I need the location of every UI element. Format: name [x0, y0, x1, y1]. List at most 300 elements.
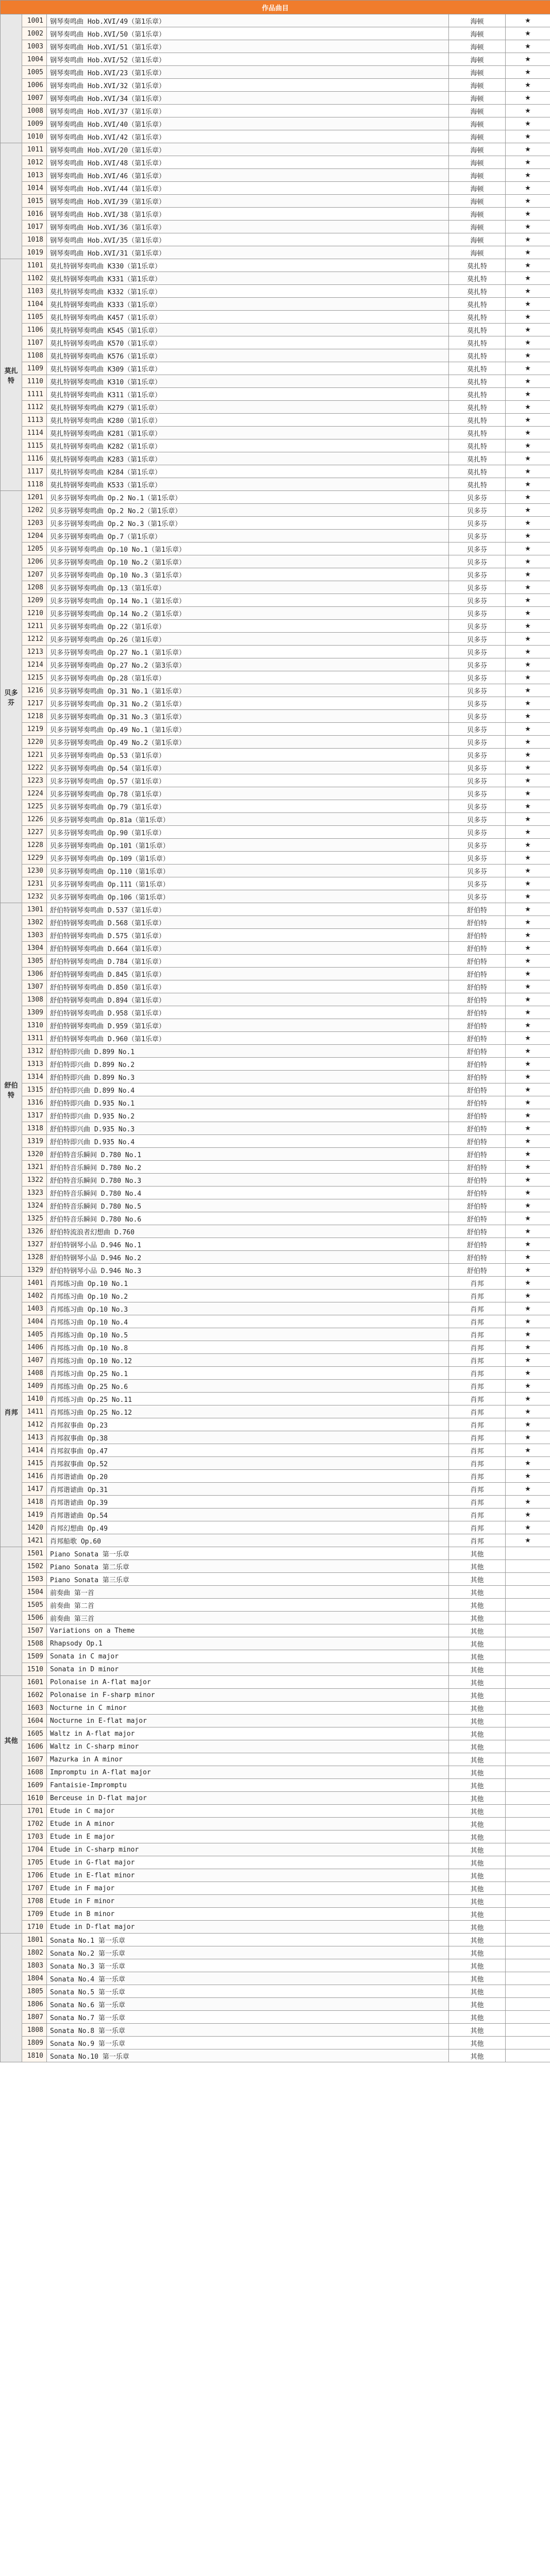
row-star: ★ — [506, 530, 550, 543]
row-composer: 舒伯特 — [449, 1032, 506, 1045]
row-star — [506, 1972, 550, 1985]
row-composer: 贝多芬 — [449, 491, 506, 504]
row-code: 1420 — [22, 1521, 47, 1534]
row-star: ★ — [506, 156, 550, 169]
row-title: 舒伯特流浪者幻想曲 D.760 — [47, 1225, 449, 1238]
table-row — [1, 1444, 550, 1457]
row-code: 1018 — [22, 233, 47, 246]
row-title: 肖邦叙事曲 Op.23 — [47, 1418, 449, 1431]
row-code: 1113 — [22, 414, 47, 427]
row-title: 莫扎特钢琴奏鸣曲 K331（第1乐章） — [47, 272, 449, 285]
row-title: Sonata No.8 第一乐章 — [47, 2024, 449, 2037]
row-title: 舒伯特钢琴奏鸣曲 D.958（第1乐章） — [47, 1006, 449, 1019]
row-title: 钢琴奏鸣曲 Hob.XVI/31（第1乐章） — [47, 246, 449, 259]
row-title: 前奏曲 第二首 — [47, 1599, 449, 1612]
row-code: 1232 — [22, 890, 47, 903]
table-row — [1, 1676, 550, 1689]
row-composer: 肖邦 — [449, 1302, 506, 1315]
table-row — [1, 955, 550, 968]
row-code: 1202 — [22, 504, 47, 517]
row-code: 1004 — [22, 53, 47, 66]
row-composer: 肖邦 — [449, 1444, 506, 1457]
table-body — [1, 1, 550, 2062]
row-code: 1607 — [22, 1753, 47, 1766]
table-row — [1, 452, 550, 465]
table-row — [1, 1843, 550, 1856]
row-code: 1320 — [22, 1148, 47, 1161]
row-title: 钢琴奏鸣曲 Hob.XVI/48（第1乐章） — [47, 156, 449, 169]
row-title: 肖邦叙事曲 Op.52 — [47, 1457, 449, 1470]
row-title: Waltz in A-flat major — [47, 1727, 449, 1740]
row-composer: 其他 — [449, 1676, 506, 1689]
table-row — [1, 1869, 550, 1882]
row-code: 1308 — [22, 993, 47, 1006]
row-title: 舒伯特音乐瞬间 D.780 No.6 — [47, 1212, 449, 1225]
row-title: 贝多芬钢琴奏鸣曲 Op.22（第1乐章） — [47, 620, 449, 633]
row-composer: 其他 — [449, 1740, 506, 1753]
row-code: 1709 — [22, 1908, 47, 1921]
row-title: 钢琴奏鸣曲 Hob.XVI/40（第1乐章） — [47, 117, 449, 130]
row-star: ★ — [506, 877, 550, 890]
table-row — [1, 362, 550, 375]
header-cell: 作品曲目 — [1, 1, 550, 14]
row-composer: 其他 — [449, 1715, 506, 1727]
table-row — [1, 143, 550, 156]
row-composer: 肖邦 — [449, 1277, 506, 1290]
table-row — [1, 1367, 550, 1380]
row-composer: 海顿 — [449, 246, 506, 259]
table-row — [1, 1521, 550, 1534]
row-code: 1316 — [22, 1096, 47, 1109]
row-code: 1318 — [22, 1122, 47, 1135]
row-code: 1601 — [22, 1676, 47, 1689]
table-row — [1, 1199, 550, 1212]
row-code: 1005 — [22, 66, 47, 79]
row-title: 钢琴奏鸣曲 Hob.XVI/42（第1乐章） — [47, 130, 449, 143]
row-composer: 舒伯特 — [449, 993, 506, 1006]
table-row — [1, 980, 550, 993]
row-title: Piano Sonata 第二乐章 — [47, 1560, 449, 1573]
row-title: 肖邦叙事曲 Op.47 — [47, 1444, 449, 1457]
row-composer: 肖邦 — [449, 1521, 506, 1534]
row-composer: 肖邦 — [449, 1496, 506, 1509]
row-composer: 舒伯特 — [449, 980, 506, 993]
row-code: 1603 — [22, 1702, 47, 1715]
row-title: 舒伯特即兴曲 D.899 No.3 — [47, 1071, 449, 1083]
row-title: 钢琴奏鸣曲 Hob.XVI/23（第1乐章） — [47, 66, 449, 79]
row-composer: 贝多芬 — [449, 800, 506, 813]
row-code: 1503 — [22, 1573, 47, 1586]
row-star: ★ — [506, 697, 550, 710]
table-row — [1, 1122, 550, 1135]
row-star: ★ — [506, 955, 550, 968]
table-row — [1, 414, 550, 427]
table-row — [1, 272, 550, 285]
group-label: 莫扎特 — [1, 259, 22, 491]
row-code: 1009 — [22, 117, 47, 130]
row-composer: 莫扎特 — [449, 465, 506, 478]
row-code: 1201 — [22, 491, 47, 504]
row-composer: 贝多芬 — [449, 620, 506, 633]
row-star: ★ — [506, 285, 550, 298]
row-composer: 肖邦 — [449, 1431, 506, 1444]
table-row — [1, 1341, 550, 1354]
row-star: ★ — [506, 1470, 550, 1483]
table-row — [1, 1019, 550, 1032]
row-star: ★ — [506, 1290, 550, 1302]
row-code: 1003 — [22, 40, 47, 53]
table-row — [1, 1457, 550, 1470]
row-title: 莫扎特钢琴奏鸣曲 K280（第1乐章） — [47, 414, 449, 427]
row-star: ★ — [506, 1483, 550, 1496]
row-composer: 贝多芬 — [449, 658, 506, 671]
row-code: 1106 — [22, 324, 47, 336]
row-title: 贝多芬钢琴奏鸣曲 Op.54（第1乐章） — [47, 761, 449, 774]
row-title: Etude in C-sharp minor — [47, 1843, 449, 1856]
row-star: ★ — [506, 66, 550, 79]
row-star: ★ — [506, 1109, 550, 1122]
row-title: 贝多芬钢琴奏鸣曲 Op.109（第1乐章） — [47, 852, 449, 865]
row-composer: 莫扎特 — [449, 324, 506, 336]
row-title: 贝多芬钢琴奏鸣曲 Op.110（第1乐章） — [47, 865, 449, 877]
table-row — [1, 1921, 550, 1934]
row-code: 1703 — [22, 1831, 47, 1843]
row-composer: 舒伯特 — [449, 916, 506, 929]
row-star: ★ — [506, 324, 550, 336]
row-title: 贝多芬钢琴奏鸣曲 Op.79（第1乐章） — [47, 800, 449, 813]
row-star: ★ — [506, 787, 550, 800]
row-code: 1311 — [22, 1032, 47, 1045]
table-row — [1, 1032, 550, 1045]
group-label: 贝多芬 — [1, 491, 22, 903]
table-row — [1, 2024, 550, 2037]
row-title: 贝多芬钢琴奏鸣曲 Op.78（第1乐章） — [47, 787, 449, 800]
row-composer: 贝多芬 — [449, 555, 506, 568]
row-title: Etude in C major — [47, 1805, 449, 1818]
row-code: 1101 — [22, 259, 47, 272]
group-label: 肖邦 — [1, 1277, 22, 1547]
row-star — [506, 1779, 550, 1792]
row-star: ★ — [506, 401, 550, 414]
row-composer: 海顿 — [449, 182, 506, 195]
table-row — [1, 968, 550, 980]
table-row — [1, 401, 550, 414]
row-title: 肖邦练习曲 Op.10 No.2 — [47, 1290, 449, 1302]
table-row — [1, 1212, 550, 1225]
row-star: ★ — [506, 1071, 550, 1083]
table-row — [1, 1779, 550, 1792]
row-star — [506, 1856, 550, 1869]
row-star — [506, 2024, 550, 2037]
row-code: 1011 — [22, 143, 47, 156]
row-title: 莫扎特钢琴奏鸣曲 K576（第1乐章） — [47, 349, 449, 362]
row-composer: 其他 — [449, 1663, 506, 1676]
row-code: 1314 — [22, 1071, 47, 1083]
row-star — [506, 1573, 550, 1586]
row-star: ★ — [506, 92, 550, 105]
row-title: Etude in A minor — [47, 1818, 449, 1831]
table-row — [1, 2037, 550, 2049]
table-row — [1, 1586, 550, 1599]
row-title: 舒伯特钢琴奏鸣曲 D.845（第1乐章） — [47, 968, 449, 980]
row-title: 舒伯特钢琴奏鸣曲 D.568（第1乐章） — [47, 916, 449, 929]
row-composer: 其他 — [449, 1934, 506, 1946]
row-star — [506, 1908, 550, 1921]
row-star — [506, 1740, 550, 1753]
row-code: 1328 — [22, 1251, 47, 1264]
row-title: 贝多芬钢琴奏鸣曲 Op.49 No.2（第1乐章） — [47, 736, 449, 749]
row-star: ★ — [506, 259, 550, 272]
row-composer: 舒伯特 — [449, 1238, 506, 1251]
row-composer: 肖邦 — [449, 1367, 506, 1380]
row-code: 1229 — [22, 852, 47, 865]
row-composer: 其他 — [449, 1972, 506, 1985]
row-title: 贝多芬钢琴奏鸣曲 Op.106（第1乐章） — [47, 890, 449, 903]
row-title: 舒伯特音乐瞬间 D.780 No.4 — [47, 1187, 449, 1199]
row-star: ★ — [506, 311, 550, 324]
row-star: ★ — [506, 439, 550, 452]
row-title: Berceuse in D-flat major — [47, 1792, 449, 1805]
row-composer: 肖邦 — [449, 1470, 506, 1483]
row-title: 舒伯特即兴曲 D.935 No.4 — [47, 1135, 449, 1148]
row-title: Etude in E-flat minor — [47, 1869, 449, 1882]
table-row — [1, 993, 550, 1006]
row-star: ★ — [506, 375, 550, 388]
row-star — [506, 1843, 550, 1856]
row-star: ★ — [506, 543, 550, 555]
row-composer: 莫扎特 — [449, 272, 506, 285]
row-star — [506, 1895, 550, 1908]
row-star: ★ — [506, 1058, 550, 1071]
row-star: ★ — [506, 774, 550, 787]
table-row — [1, 53, 550, 66]
row-star: ★ — [506, 1212, 550, 1225]
row-code: 1307 — [22, 980, 47, 993]
row-code: 1301 — [22, 903, 47, 916]
row-composer: 其他 — [449, 1766, 506, 1779]
row-title: 贝多芬钢琴奏鸣曲 Op.13（第1乐章） — [47, 581, 449, 594]
row-code: 1317 — [22, 1109, 47, 1122]
row-code: 1218 — [22, 710, 47, 723]
row-title: 贝多芬钢琴奏鸣曲 Op.10 No.2（第1乐章） — [47, 555, 449, 568]
table-row — [1, 285, 550, 298]
row-code: 1306 — [22, 968, 47, 980]
row-star: ★ — [506, 1444, 550, 1457]
row-code: 1017 — [22, 221, 47, 233]
row-star: ★ — [506, 14, 550, 27]
row-title: 前奏曲 第三首 — [47, 1612, 449, 1624]
row-composer: 其他 — [449, 2011, 506, 2024]
row-code: 1808 — [22, 2024, 47, 2037]
row-composer: 海顿 — [449, 14, 506, 27]
table-row — [1, 1715, 550, 1727]
row-star: ★ — [506, 839, 550, 852]
row-code: 1406 — [22, 1341, 47, 1354]
row-title: 贝多芬钢琴奏鸣曲 Op.2 No.2（第1乐章） — [47, 504, 449, 517]
row-code: 1408 — [22, 1367, 47, 1380]
row-composer: 舒伯特 — [449, 1148, 506, 1161]
table-row — [1, 1895, 550, 1908]
row-star: ★ — [506, 633, 550, 646]
table-row — [1, 1225, 550, 1238]
table-row — [1, 1727, 550, 1740]
row-star: ★ — [506, 852, 550, 865]
table-row — [1, 723, 550, 736]
row-code: 1213 — [22, 646, 47, 658]
row-composer: 肖邦 — [449, 1483, 506, 1496]
row-title: 肖邦练习曲 Op.10 No.3 — [47, 1302, 449, 1315]
row-title: 贝多芬钢琴奏鸣曲 Op.10 No.1（第1乐章） — [47, 543, 449, 555]
row-title: 钢琴奏鸣曲 Hob.XVI/36（第1乐章） — [47, 221, 449, 233]
row-star: ★ — [506, 195, 550, 208]
row-code: 1319 — [22, 1135, 47, 1148]
table-row — [1, 1908, 550, 1921]
row-title: Piano Sonata 第三乐章 — [47, 1573, 449, 1586]
table-row — [1, 233, 550, 246]
table-row — [1, 79, 550, 92]
row-code: 1209 — [22, 594, 47, 607]
row-title: 肖邦练习曲 Op.10 No.1 — [47, 1277, 449, 1290]
row-title: 钢琴奏鸣曲 Hob.XVI/37（第1乐章） — [47, 105, 449, 117]
row-title: 莫扎特钢琴奏鸣曲 K281（第1乐章） — [47, 427, 449, 439]
table-row — [1, 800, 550, 813]
table-row — [1, 1624, 550, 1637]
row-star: ★ — [506, 491, 550, 504]
table-row — [1, 1573, 550, 1586]
row-title: 贝多芬钢琴奏鸣曲 Op.90（第1乐章） — [47, 826, 449, 839]
row-star — [506, 1882, 550, 1895]
row-star: ★ — [506, 916, 550, 929]
table-row — [1, 156, 550, 169]
row-title: 前奏曲 第一首 — [47, 1586, 449, 1599]
row-composer: 贝多芬 — [449, 684, 506, 697]
table-row — [1, 697, 550, 710]
row-code: 1226 — [22, 813, 47, 826]
row-title: 贝多芬钢琴奏鸣曲 Op.7（第1乐章） — [47, 530, 449, 543]
row-star: ★ — [506, 1367, 550, 1380]
table-row — [1, 1328, 550, 1341]
row-title: 莫扎特钢琴奏鸣曲 K279（第1乐章） — [47, 401, 449, 414]
row-composer: 其他 — [449, 1843, 506, 1856]
row-composer: 贝多芬 — [449, 517, 506, 530]
row-star: ★ — [506, 646, 550, 658]
row-star: ★ — [506, 208, 550, 221]
row-code: 1221 — [22, 749, 47, 761]
row-code: 1806 — [22, 1998, 47, 2011]
row-code: 1803 — [22, 1959, 47, 1972]
row-title: 肖邦船歌 Op.60 — [47, 1534, 449, 1547]
table-row — [1, 1393, 550, 1405]
table-row — [1, 710, 550, 723]
row-title: 贝多芬钢琴奏鸣曲 Op.57（第1乐章） — [47, 774, 449, 787]
row-title: 莫扎特钢琴奏鸣曲 K284（第1乐章） — [47, 465, 449, 478]
row-code: 1704 — [22, 1843, 47, 1856]
table-row — [1, 311, 550, 324]
row-title: 贝多芬钢琴奏鸣曲 Op.53（第1乐章） — [47, 749, 449, 761]
row-code: 1210 — [22, 607, 47, 620]
row-title: 莫扎特钢琴奏鸣曲 K310（第1乐章） — [47, 375, 449, 388]
row-star — [506, 1818, 550, 1831]
row-title: Nocturne in C minor — [47, 1702, 449, 1715]
row-code: 1801 — [22, 1934, 47, 1946]
row-composer: 肖邦 — [449, 1380, 506, 1393]
row-title: Sonata No.7 第一乐章 — [47, 2011, 449, 2024]
row-title: 贝多芬钢琴奏鸣曲 Op.31 No.2（第1乐章） — [47, 697, 449, 710]
row-title: Polonaise in F-sharp minor — [47, 1689, 449, 1702]
table-row — [1, 865, 550, 877]
row-code: 1108 — [22, 349, 47, 362]
row-code: 1415 — [22, 1457, 47, 1470]
row-star: ★ — [506, 555, 550, 568]
row-title: 肖邦练习曲 Op.10 No.12 — [47, 1354, 449, 1367]
row-code: 1006 — [22, 79, 47, 92]
row-star: ★ — [506, 607, 550, 620]
row-composer: 其他 — [449, 1586, 506, 1599]
row-composer: 海顿 — [449, 208, 506, 221]
row-title: 肖邦练习曲 Op.25 No.6 — [47, 1380, 449, 1393]
row-code: 1115 — [22, 439, 47, 452]
row-star: ★ — [506, 1354, 550, 1367]
row-star — [506, 2049, 550, 2062]
row-title: 贝多芬钢琴奏鸣曲 Op.14 No.1（第1乐章） — [47, 594, 449, 607]
row-title: 舒伯特即兴曲 D.935 No.1 — [47, 1096, 449, 1109]
row-code: 1502 — [22, 1560, 47, 1573]
row-title: 舒伯特即兴曲 D.935 No.2 — [47, 1109, 449, 1122]
row-title: Sonata No.6 第一乐章 — [47, 1998, 449, 2011]
table-row — [1, 2011, 550, 2024]
row-composer: 其他 — [449, 1831, 506, 1843]
table-row — [1, 298, 550, 311]
row-code: 1708 — [22, 1895, 47, 1908]
row-star — [506, 1650, 550, 1663]
row-composer: 贝多芬 — [449, 710, 506, 723]
row-title: 肖邦练习曲 Op.25 No.1 — [47, 1367, 449, 1380]
row-star: ★ — [506, 465, 550, 478]
row-code: 1206 — [22, 555, 47, 568]
group-label: 舒伯特 — [1, 903, 22, 1277]
row-code: 1602 — [22, 1689, 47, 1702]
row-title: 贝多芬钢琴奏鸣曲 Op.81a（第1乐章） — [47, 813, 449, 826]
row-star: ★ — [506, 1405, 550, 1418]
row-star: ★ — [506, 1122, 550, 1135]
row-title: Etude in F major — [47, 1882, 449, 1895]
row-composer: 舒伯特 — [449, 1161, 506, 1174]
row-title: 钢琴奏鸣曲 Hob.XVI/34（第1乐章） — [47, 92, 449, 105]
table-row — [1, 1238, 550, 1251]
row-composer: 肖邦 — [449, 1393, 506, 1405]
row-composer: 舒伯特 — [449, 942, 506, 955]
row-star: ★ — [506, 1083, 550, 1096]
row-star — [506, 1921, 550, 1934]
row-title: 舒伯特钢琴小品 D.946 No.2 — [47, 1251, 449, 1264]
row-composer: 贝多芬 — [449, 865, 506, 877]
row-title: 肖邦谐谑曲 Op.20 — [47, 1470, 449, 1483]
row-title: 贝多芬钢琴奏鸣曲 Op.10 No.3（第1乐章） — [47, 568, 449, 581]
row-composer: 其他 — [449, 1612, 506, 1624]
table-row — [1, 890, 550, 903]
row-composer: 贝多芬 — [449, 594, 506, 607]
row-composer: 莫扎特 — [449, 401, 506, 414]
row-title: 舒伯特即兴曲 D.899 No.1 — [47, 1045, 449, 1058]
table-row — [1, 1470, 550, 1483]
row-title: 舒伯特音乐瞬间 D.780 No.2 — [47, 1161, 449, 1174]
row-star: ★ — [506, 517, 550, 530]
row-composer: 莫扎特 — [449, 388, 506, 401]
row-composer: 肖邦 — [449, 1341, 506, 1354]
table-row — [1, 543, 550, 555]
table-row — [1, 1702, 550, 1715]
table-row — [1, 658, 550, 671]
